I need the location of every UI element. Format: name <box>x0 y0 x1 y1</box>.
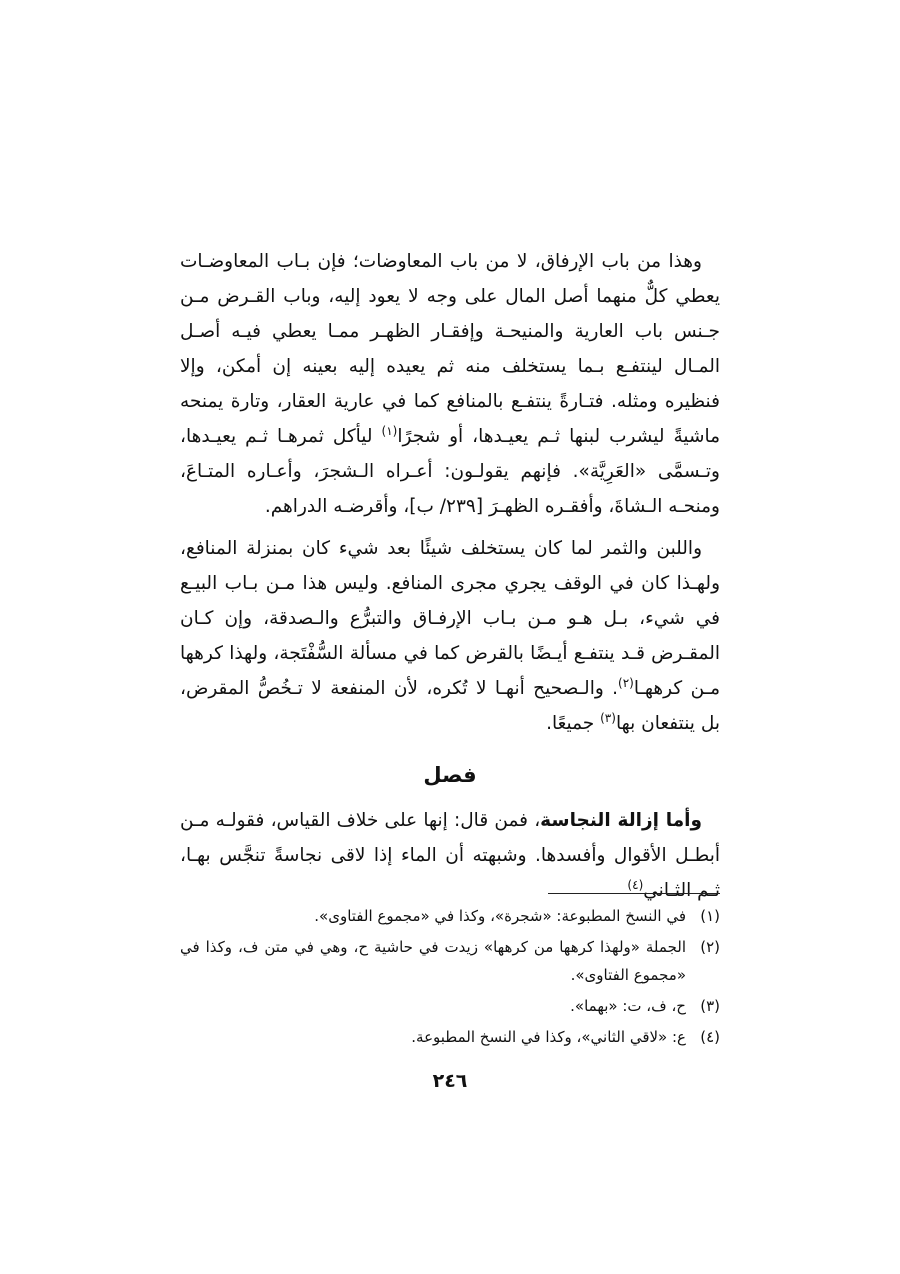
page-number: ٢٤٦ <box>432 1070 468 1092</box>
footnote-text: ع: «لاقي الثاني»، وكذا في النسخ المطبوعة. <box>411 1028 686 1046</box>
footnote-text: ح، ف، ت: «بهما». <box>570 997 686 1015</box>
footnote-2 <box>180 933 720 989</box>
footnote-number: (٤) <box>700 1028 720 1046</box>
paragraph-1 <box>180 244 720 524</box>
footnotes <box>180 902 720 1054</box>
paragraph-2-part-c: جميعًا. <box>546 713 601 734</box>
paragraph-2 <box>180 531 720 741</box>
main-text <box>180 244 720 908</box>
footnote-1 <box>180 902 720 930</box>
paragraph-3-part-a: ، فمن قال: إنها على خلاف القياس، فقولـه مـن أبطـل الأقوال وأفسدها. وشبهته أن الماء إذا لاقى نجاسةً تنجَّس بهـا، ثـم الثـاني <box>180 810 720 901</box>
section-heading: فصل <box>423 763 477 787</box>
footnote-text: الجملة «ولهذا كرهها من كرهها» زيدت في حاشية ح، وهي في متن ف، وكذا في «مجموع الفتاوى». <box>180 938 686 984</box>
footnote-number: (٢) <box>700 938 720 956</box>
footnote-text: في النسخ المطبوعة: «شجرة»، وكذا في «مجموع الفتاوى». <box>314 907 686 925</box>
footnote-ref-1: (١) <box>381 423 398 438</box>
footnote-4 <box>180 1023 720 1051</box>
footnote-separator <box>548 893 720 894</box>
footnote-ref-3: (٣) <box>600 710 616 725</box>
paragraph-1-part-a: وهذا من باب الإرفاق، لا من باب المعاوضات؛ فإن بـاب المعاوضـات يعطي كلٌّ منهما أصل المال على وجه لا يعود إليه، وباب القـرض مـن جـنس باب العارية والمنيحـة وإفقـار الظهـر ممـا يعطي فيـه أصـل المـال لينتفـع بـما يستخلف منه ثم يعيده إليه بعينه إن أمكن، وإلا فنظيره ومثله. فتـارةً ينتفـع بالمنافع كما في عارية العقار، وتارة يمنحه ماشيةً ليشرب لبنها ثـم يعيـدها، أو شجرًا <box>180 251 721 447</box>
footnote-3 <box>180 992 720 1020</box>
footnote-number: (١) <box>700 907 720 925</box>
paragraph-2-part-b: . والـصحيح أنهـا لا تُكره، لأن المنفعة لا تـخُصُّ المقرض، بل ينتفعان بها <box>180 678 720 734</box>
paragraph-1-part-b: ليأكل ثمرهـا ثـم يعيـدها، وتـسمَّى «العَرِيَّة». فإنهم يقولـون: أعـراه الـشجرَ، وأعـاره المتـاعَ، ومنحـه الـشاةَ، وأفقـره الظهـرَ [٢٣٩/ ب]، وأقرضـه الدراهم. <box>180 426 720 517</box>
footnote-number: (٣) <box>700 997 720 1015</box>
footnote-ref-2: (٢) <box>618 675 634 690</box>
paragraph-2-part-a: واللبن والثمر لما كان يستخلف شيئًا بعد شيء كان بمنزلة المنافع، ولهـذا كان في الوقف يجري مجرى المنافع. وليس هذا مـن بـاب البيـع في شيء، بـل هـو مـن بـاب الإرفـاق والتبرُّع والـصدقة، وإن كـان المقـرض قـد ينتفـع أيـضًا بالقرض كما في مسألة السُّفْتَجة، ولهذا كرهها مـن كرههـا <box>180 538 720 699</box>
footnote-ref-4: (٤) <box>627 877 644 892</box>
paragraph-3-bold-lead: وأما إزالة النجاسة <box>540 810 702 831</box>
